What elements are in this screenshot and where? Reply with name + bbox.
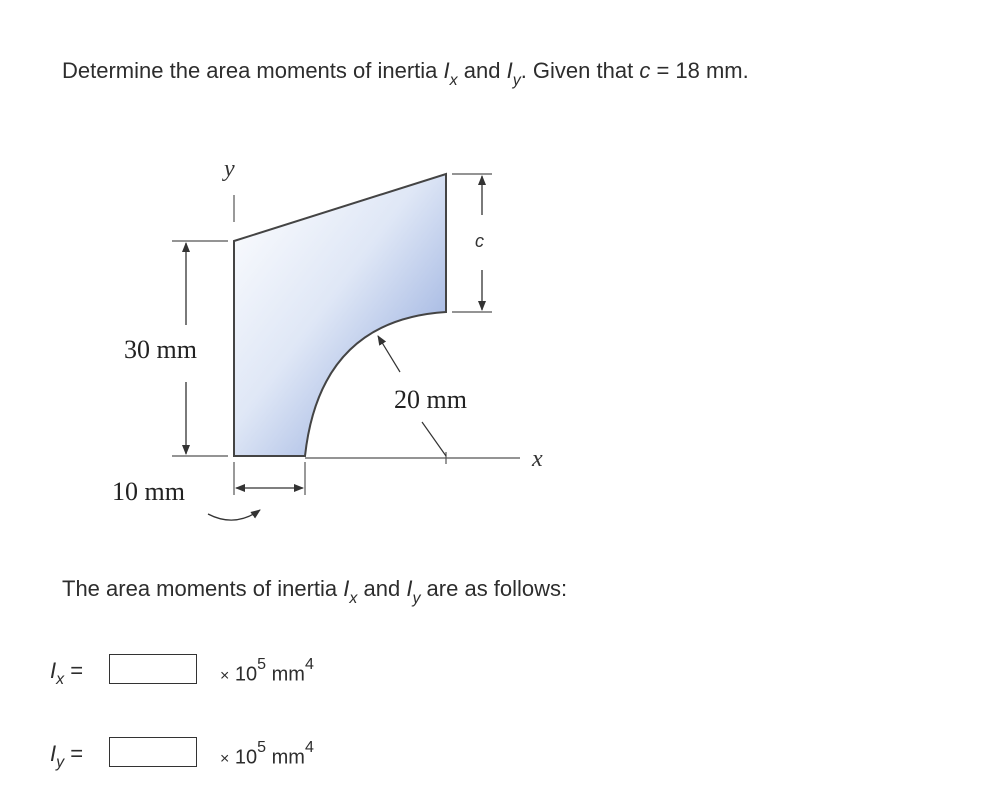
iy-base: 10: [229, 746, 258, 769]
dim-10-label: 10 mm: [112, 477, 185, 506]
iy-unit-exponent: 4: [304, 739, 314, 756]
figure-diagram: [100, 150, 580, 540]
ix-sub: x: [449, 72, 458, 89]
dim-20-arrow-upper: [378, 336, 400, 372]
iy-answer-sub: y: [56, 754, 65, 771]
ix-var: I: [443, 58, 450, 83]
ix-answer-unit: [220, 656, 314, 687]
dim-10-pointer: [208, 510, 260, 520]
given-text: . Given that: [520, 58, 640, 83]
y-axis-label: y: [224, 156, 235, 182]
ix-unit: mm: [266, 663, 305, 686]
ix-exponent: 5: [257, 656, 267, 673]
dim-30-label: 30 mm: [124, 335, 197, 364]
iy-times-sign: ×: [220, 750, 230, 768]
intro-iy-sub: y: [412, 590, 421, 607]
dim-20-label: 20 mm: [394, 385, 467, 414]
iy-answer-unit: [220, 739, 314, 770]
intro-ix-var: I: [343, 576, 350, 601]
ix-answer-eq: =: [64, 658, 84, 683]
ix-base: 10: [229, 663, 258, 686]
ix-times-sign: ×: [220, 667, 230, 685]
intro-iy-var: I: [406, 576, 413, 601]
iy-exponent: 5: [257, 739, 267, 756]
intro-prefix: The area moments of inertia: [62, 576, 344, 601]
ix-answer-sub: x: [56, 671, 65, 688]
ix-unit-exponent: 4: [304, 656, 314, 673]
iy-unit: mm: [266, 746, 305, 769]
question-text: [62, 58, 749, 89]
intro-and-word: and: [357, 576, 407, 601]
answer-intro-text: [62, 576, 568, 607]
iy-var: I: [506, 58, 513, 83]
c-var: c: [639, 58, 651, 83]
dim-c-label: c: [475, 231, 484, 251]
iy-answer-var: I: [50, 741, 57, 766]
question-prefix: Determine the area moments of inertia: [62, 58, 444, 83]
and-word: and: [457, 58, 507, 83]
iy-answer-label: [50, 741, 84, 771]
iy-answer-input[interactable]: [109, 737, 197, 767]
figure: [100, 150, 580, 540]
intro-ix-sub: x: [349, 590, 358, 607]
ix-answer-input[interactable]: [109, 654, 197, 684]
iy-sub: y: [512, 72, 521, 89]
x-axis-label: x: [532, 446, 543, 472]
ix-answer-var: I: [50, 658, 57, 683]
dim-20-arrow-lower: [422, 422, 446, 456]
c-value: = 18 mm.: [650, 58, 749, 83]
ix-answer-label: [50, 658, 84, 688]
intro-suffix: are as follows:: [420, 576, 568, 601]
iy-answer-eq: =: [64, 741, 84, 766]
